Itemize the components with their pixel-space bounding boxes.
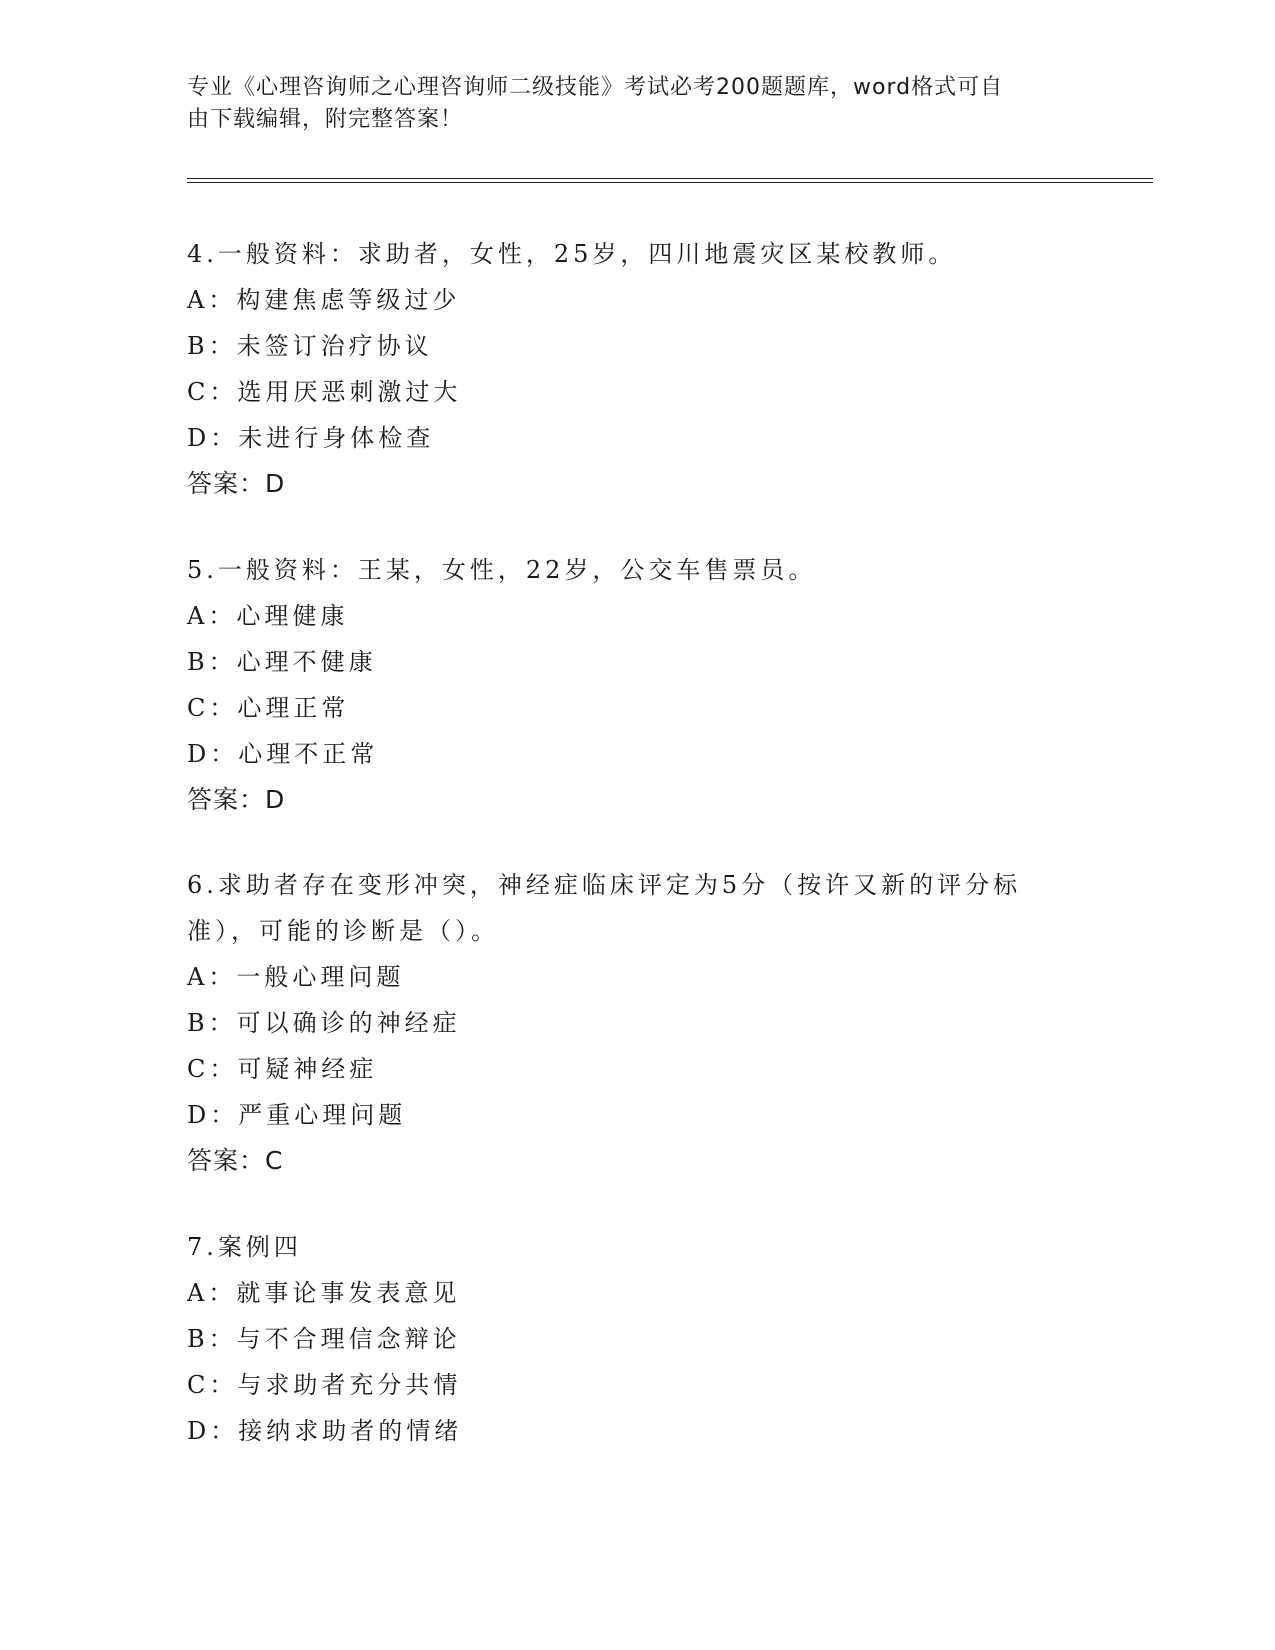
question-stem: 7.案例四 — [187, 1233, 302, 1261]
question-stem-line-2: 准），可能的诊断是（）。 — [187, 917, 499, 945]
option-c: C：选用厌恶刺激过大 — [187, 378, 462, 406]
question-stem: 5.一般资料：王某，女性，22岁，公交车售票员。 — [187, 556, 817, 584]
option-d: D：接纳求助者的情绪 — [187, 1417, 463, 1445]
question-7 — [187, 1224, 1087, 1454]
option-a: A：构建焦虑等级过少 — [187, 286, 461, 314]
option-a: A：一般心理问题 — [187, 963, 405, 991]
option-d: D：心理不正常 — [187, 740, 379, 768]
answer-label: 答案：D — [187, 469, 286, 498]
option-d: D：严重心理问题 — [187, 1101, 407, 1129]
option-b: B：未签订治疗协议 — [187, 332, 433, 360]
question-stem: 4.一般资料：求助者，女性，25岁，四川地震灾区某校教师。 — [187, 240, 957, 268]
option-b: B：可以确诊的神经症 — [187, 1009, 461, 1037]
question-6 — [187, 862, 1087, 1184]
option-c: C：心理正常 — [187, 694, 350, 722]
option-c: C：与求助者充分共情 — [187, 1371, 462, 1399]
option-d: D：未进行身体检查 — [187, 424, 435, 452]
option-b: B：与不合理信念辩论 — [187, 1325, 461, 1353]
question-4 — [187, 231, 1087, 507]
answer-label: 答案：D — [187, 785, 286, 814]
option-c: C：可疑神经症 — [187, 1055, 378, 1083]
option-a: A：心理健康 — [187, 602, 349, 630]
question-5 — [187, 547, 1087, 823]
header-line-2: 由下载编辑，附完整答案！ — [187, 107, 464, 132]
header-divider-top — [187, 178, 1153, 179]
document-header — [187, 72, 1067, 136]
header-divider-bottom — [187, 182, 1153, 183]
option-b: B：心理不健康 — [187, 648, 377, 676]
option-a: A：就事论事发表意见 — [187, 1279, 461, 1307]
answer-label: 答案：C — [187, 1146, 284, 1175]
question-stem-line-1: 6.求助者存在变形冲突，神经症临床评定为5分（按许又新的评分标 — [187, 871, 1022, 899]
header-line-1: 专业《心理咨询师之心理咨询师二级技能》考试必考200题题库，word格式可自 — [187, 75, 1004, 100]
